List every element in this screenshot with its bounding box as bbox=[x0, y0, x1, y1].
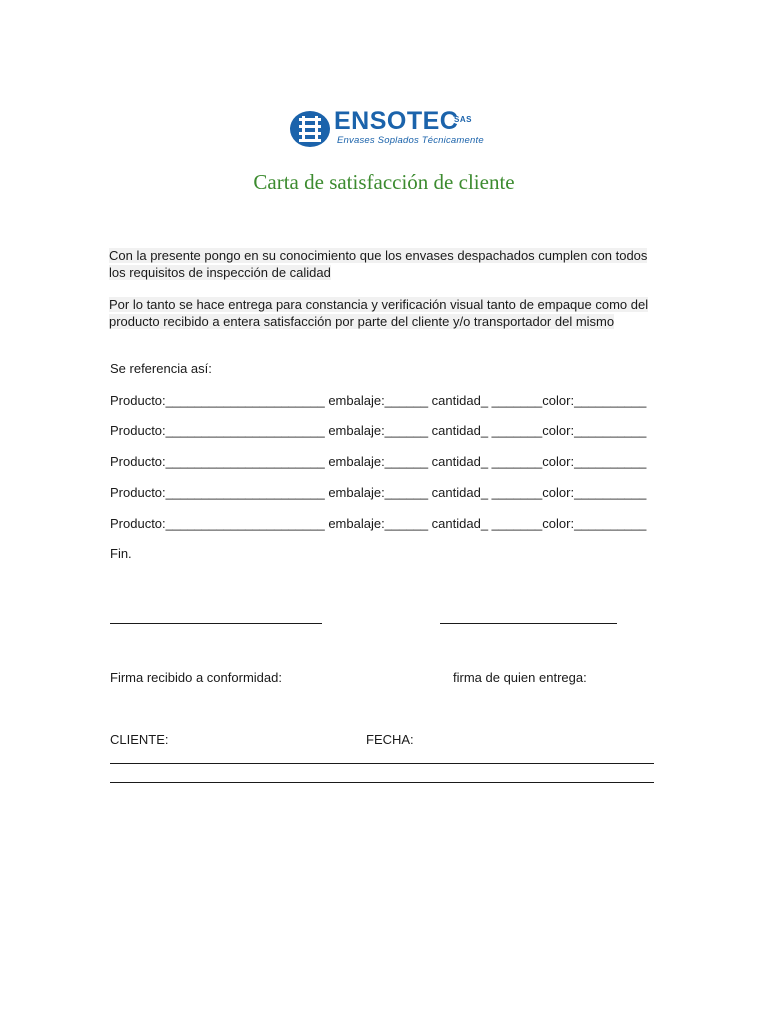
client-label: CLIENTE: bbox=[110, 732, 169, 747]
page-title: Carta de satisfacción de cliente bbox=[253, 170, 515, 194]
date-label: FECHA: bbox=[366, 732, 414, 747]
product-line: Producto:______________________ embalaje:______ cantidad_ _______color:__________ bbox=[110, 516, 647, 531]
product-line: Producto:______________________ embalaje:______ cantidad_ _______color:__________ bbox=[110, 393, 647, 408]
paragraph-delivery-text: Por lo tanto se hace entrega para constancia y verificación visual tanto de empaque como del producto recibido a entera satisfacción por parte del cliente y/o transportador del mismo bbox=[109, 297, 649, 329]
product-line: Producto:______________________ embalaje:______ cantidad_ _______color:__________ bbox=[110, 454, 647, 469]
company-logo bbox=[289, 108, 484, 150]
signature-line-received bbox=[110, 623, 322, 624]
client-date-line-1 bbox=[110, 763, 654, 764]
logo-suffix: SAS bbox=[454, 115, 472, 124]
signature-line-delivered bbox=[440, 623, 617, 624]
client-date-line-2 bbox=[110, 782, 654, 783]
paragraph-delivery bbox=[109, 296, 649, 330]
signature-delivered-label: firma de quien entrega: bbox=[453, 670, 587, 685]
end-label: Fin. bbox=[110, 546, 132, 561]
paragraph-inspection bbox=[109, 247, 649, 281]
logo-tagline: Envases Soplados Técnicamente bbox=[337, 135, 484, 146]
product-line: Producto:______________________ embalaje:______ cantidad_ _______color:__________ bbox=[110, 485, 647, 500]
signature-received-label: Firma recibido a conformidad: bbox=[110, 670, 282, 685]
product-line: Producto:______________________ embalaje:______ cantidad_ _______color:__________ bbox=[110, 423, 647, 438]
globe-logo-icon bbox=[289, 110, 331, 148]
paragraph-inspection-text: Con la presente pongo en su conocimiento que los envases despachados cumplen con todos los requisitos de inspección de calidad bbox=[109, 248, 648, 280]
reference-label: Se referencia así: bbox=[110, 361, 212, 376]
logo-brand: ENSOTEC bbox=[334, 107, 459, 135]
